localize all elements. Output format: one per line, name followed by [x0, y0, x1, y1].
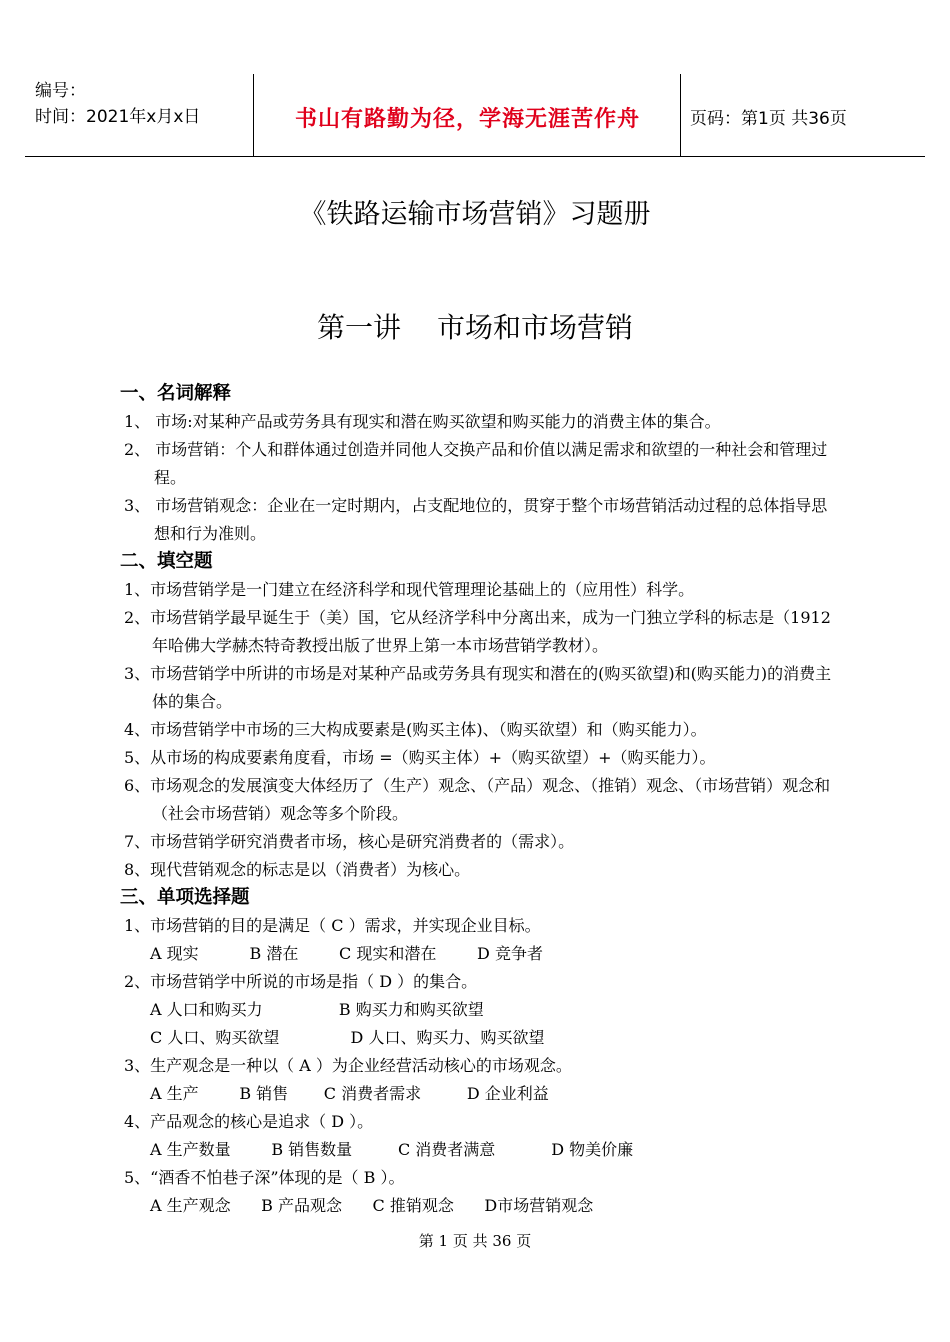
definition-item: 3、 市场营销观念：企业在一定时期内，占支配地位的，贯穿于整个市场营销活动过程的总体指导思想和行为准则。: [124, 496, 828, 543]
lecture-title: [0, 306, 950, 346]
fill-blank-item: 8、现代营销观念的标志是以（消费者）为核心。: [124, 860, 471, 879]
choice-options: A 生产数量 B 销售数量 C 消费者满意 D 物美价廉: [150, 1140, 634, 1159]
choice-question: 4、产品观念的核心是追求（ D ）。: [124, 1112, 374, 1131]
fill-blank-item: 5、从市场的构成要素角度看，市场 =（购买主体）+（购买欲望）+（购买能力）。: [124, 748, 716, 767]
section-heading: 一、名词解释: [120, 383, 232, 404]
definition-item: 1、 市场:对某种产品或劳务具有现实和潜在购买欲望和购买能力的消费主体的集合。: [124, 412, 721, 431]
lecture-name: 市场和市场营销: [437, 311, 634, 344]
fill-blank-item: 6、市场观念的发展演变大体经历了（生产）观念、（产品）观念、（推销）观念、（市场营销）观念和（社会市场营销）观念等多个阶段。: [124, 776, 831, 823]
lecture-number: 第一讲: [316, 311, 401, 344]
header-motto: 书山有路勤为径，学海无涯苦作舟: [294, 107, 640, 132]
fill-blank-item: 3、市场营销学中所讲的市场是对某种产品或劳务具有现实和潜在的(购买欲望)和(购买能力)的消费主体的集合。: [124, 664, 832, 711]
choice-options: A 现实 B 潜在 C 现实和潜在 D 竞争者: [150, 944, 543, 963]
main-content: [112, 380, 842, 1220]
document-title: 《铁路运输市场营销》习题册: [299, 199, 651, 230]
fill-blank-item: 7、市场营销学研究消费者市场，核心是研究消费者的（需求）。: [124, 832, 575, 851]
fill-blank-item: 4、市场营销学中市场的三大构成要素是(购买主体)、（购买欲望）和（购买能力）。: [124, 720, 707, 739]
time-label: 时间：2021年x月x日: [35, 107, 201, 127]
choice-options: C 人口、购买欲望 D 人口、购买力、购买欲望: [150, 1028, 545, 1047]
section-heading: 三、单项选择题: [120, 887, 250, 908]
fill-blank-item: 2、市场营销学最早诞生于（美）国，它从经济学科中分离出来，成为一门独立学科的标志是（1912年哈佛大学赫杰特奇教授出版了世界上第一本市场营销学教材）。: [124, 608, 831, 655]
header-divider: [680, 74, 681, 156]
choice-question: 2、市场营销学中所说的市场是指（ D ）的集合。: [124, 972, 478, 991]
choice-question: 3、生产观念是一种以（ A ）为企业经营活动核心的市场观念。: [124, 1056, 572, 1075]
header-page-info: 页码：第1页 共36页: [690, 109, 847, 129]
fill-blank-item: 1、市场营销学是一门建立在经济科学和现代管理理论基础上的（应用性）科学。: [124, 580, 695, 599]
page-footer: 第 1 页 共 36 页: [418, 1232, 532, 1250]
choice-options: A 生产 B 销售 C 消费者需求 D 企业利益: [150, 1084, 549, 1103]
definition-item: 2、 市场营销：个人和群体通过创造并同他人交换产品和价值以满足需求和欲望的一种社会和管理过程。: [124, 440, 828, 487]
choice-options: A 生产观念 B 产品观念 C 推销观念 D市场营销观念: [150, 1196, 594, 1215]
choice-question: 1、市场营销的目的是满足（ C ）需求，并实现企业目标。: [124, 916, 541, 935]
header-divider: [253, 74, 254, 156]
number-label: 编号：: [35, 81, 86, 101]
section-heading: 二、填空题: [120, 551, 213, 572]
page-header: [25, 74, 925, 157]
header-meta: [35, 78, 200, 130]
choice-question: 5、“酒香不怕巷子深”体现的是（ B ）。: [124, 1168, 405, 1187]
choice-options: A 人口和购买力 B 购买力和购买欲望: [150, 1000, 484, 1019]
